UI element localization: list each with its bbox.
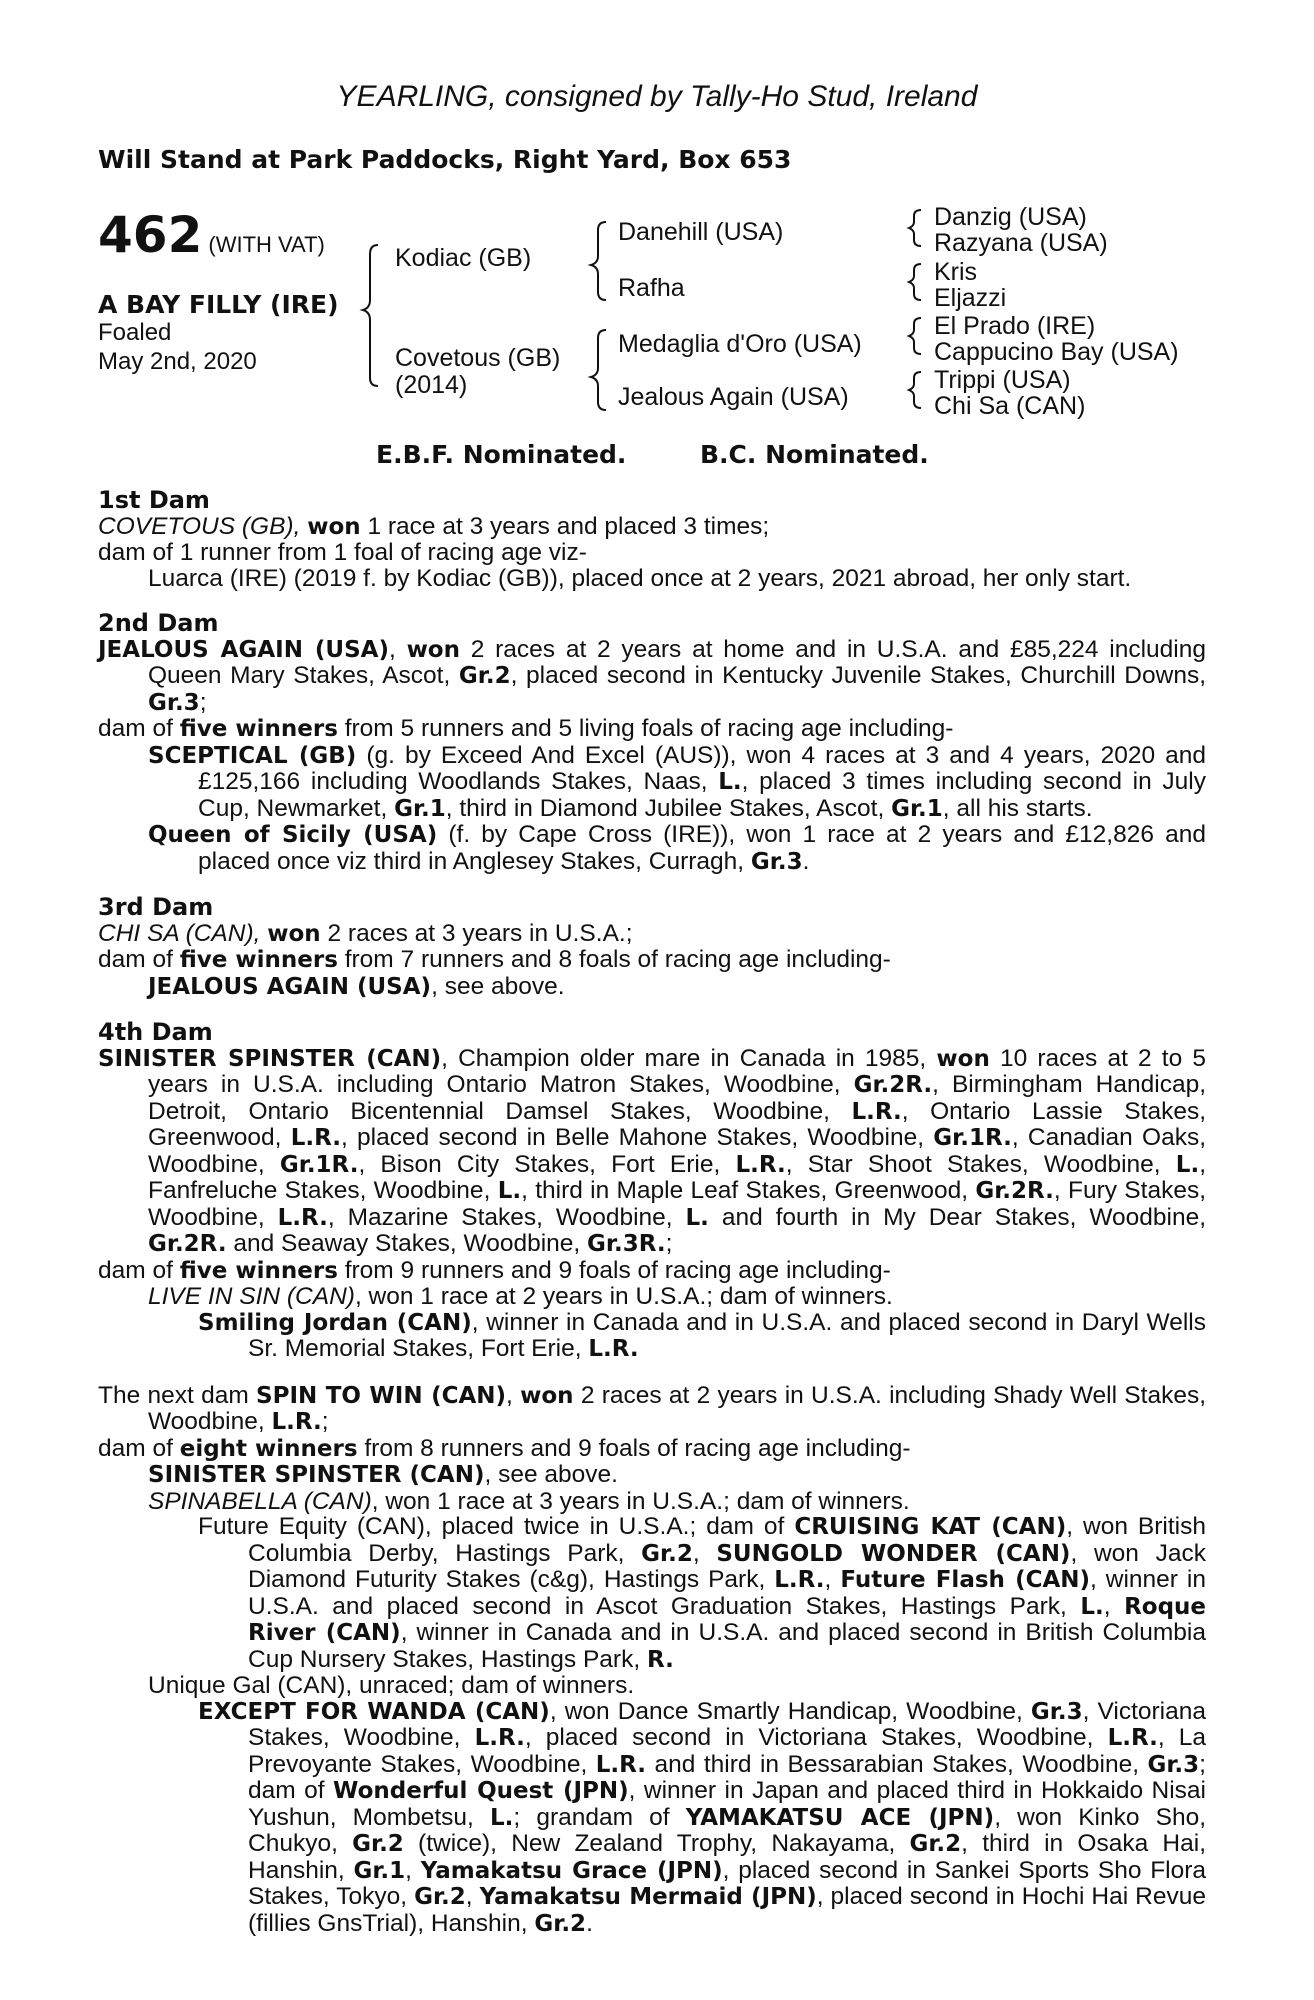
text: , (692, 1539, 700, 1567)
text: dam of (98, 1256, 173, 1284)
progeny-name: SCEPTICAL (GB) (148, 742, 357, 769)
second-dam-section (98, 611, 1206, 875)
progeny-name: LIVE IN SIN (CAN) (148, 1283, 355, 1310)
grade: Gr.2R. (148, 1231, 227, 1257)
brace-gen1 (363, 245, 378, 386)
dam-dam: Jealous Again (USA) (618, 383, 849, 411)
ggp-8: Chi Sa (CAN) (934, 392, 1086, 420)
grade: L.R. (271, 1409, 322, 1435)
grade: Gr.1R. (933, 1125, 1012, 1151)
grade: L.R. (588, 1336, 639, 1362)
text: The next dam (98, 1381, 249, 1409)
progeny-name: JEALOUS AGAIN (USA) (148, 973, 432, 1000)
progeny-spinabella (98, 1489, 1206, 1515)
text: , winner in Japan and placed third in Hokkaido Nisai Yushun, Mombetsu, (248, 1777, 1207, 1831)
text: , Champion older mare in Canada in 1985, (441, 1044, 927, 1072)
text: , Ontario Lassie Stakes, Greenwood, (148, 1097, 1207, 1151)
second-dam-produce (98, 716, 1206, 743)
progeny-future-equity (98, 1514, 1206, 1673)
dam-name: JEALOUS AGAIN (USA) (98, 636, 389, 663)
text: , all his starts. (942, 794, 1093, 822)
won-label: won (406, 636, 460, 663)
foaled-date: May 2nd, 2020 (98, 348, 257, 375)
dam-name: COVETOUS (GB), (98, 512, 301, 540)
winners-count: eight winners (179, 1435, 358, 1462)
winners-count: five winners (179, 1257, 338, 1284)
text: , Fury Stakes, Woodbine, (148, 1177, 1207, 1231)
grade: Gr.3 (1030, 1698, 1083, 1725)
grade: Gr.3 (750, 848, 803, 875)
grade: Gr.2 (534, 1910, 587, 1937)
grade: L.R. (474, 1725, 525, 1751)
text: , Fanfreluche Stakes, Woodbine, (148, 1150, 1207, 1204)
grade: Gr.2R. (853, 1072, 933, 1098)
text: , Star Shoot Stakes, Woodbine, (785, 1150, 1161, 1178)
text: , placed second in Victoriana Stakes, Woodbine, (524, 1724, 1094, 1751)
second-dam-heading: 2nd Dam (98, 609, 219, 637)
grade: Gr.3 (148, 689, 200, 716)
text: , (405, 1856, 412, 1884)
text: , winner in Canada and in U.S.A. and placed second in Daryl Wells Sr. Memorial Stakes, Fort Erie, (248, 1308, 1206, 1362)
grade: L.R. (851, 1098, 902, 1125)
lot-number: 462 (98, 206, 203, 264)
grade: R. (646, 1646, 674, 1673)
text: and Seaway Stakes, Woodbine, (233, 1230, 581, 1257)
bc-nomination: B.C. Nominated. (700, 440, 929, 469)
progeny-name: YAMAKATSU ACE (JPN) (685, 1804, 995, 1831)
progeny-sceptical (98, 743, 1206, 823)
text: (twice), New Zealand Trophy, Nakayama, (418, 1830, 896, 1857)
won-label: won (520, 1382, 574, 1409)
grade: L. (497, 1178, 522, 1204)
grade: L.R. (290, 1125, 341, 1151)
text: , (506, 1381, 513, 1409)
text: , placed second in Belle Mahone Stakes, Woodbine, (341, 1124, 925, 1151)
text: , (824, 1566, 832, 1593)
text: , see above. (484, 1461, 618, 1488)
third-dam-record (98, 921, 1206, 948)
grade: L.R. (277, 1204, 328, 1231)
progeny-name: Yamakatsu Grace (JPN) (420, 1857, 723, 1884)
text: dam of (98, 1434, 173, 1462)
grade: Gr.2 (414, 1884, 466, 1910)
grade: Gr.3 (1147, 1751, 1200, 1778)
text: , won Jack Diamond Futurity Stakes (c&g), Hastings Park, (248, 1539, 1206, 1593)
text: , placed second in Hochi Hai Revue (fillies GnsTrial), Hanshin, (248, 1883, 1207, 1937)
text: , (1103, 1592, 1111, 1620)
progeny-name: Future Flash (CAN) (840, 1567, 1091, 1593)
text: , Mazarine Stakes, Woodbine, (327, 1203, 673, 1231)
won-label: won (936, 1045, 990, 1072)
fourth-dam-produce (98, 1258, 1206, 1285)
grade: Gr.2 (352, 1831, 404, 1857)
text: ; (665, 1230, 673, 1257)
next-dam-record (98, 1383, 1206, 1436)
first-dam-heading: 1st Dam (98, 486, 210, 514)
brace-gen2-top (591, 222, 606, 300)
progeny-name: Roque River (CAN) (248, 1593, 1207, 1646)
text: , (388, 635, 396, 663)
text: and fourth in My Dear Stakes, Woodbine, (721, 1203, 1207, 1231)
text: (f. by Cape Cross (IRE)), won 1 race at 2 years and £12,826 and placed once viz third in Anglesey Stakes, Curragh, (198, 821, 1206, 875)
sire: Kodiac (GB) (395, 244, 532, 272)
consignment-heading: YEARLING, consigned by Tally-Ho Stud, Ireland (336, 80, 978, 113)
text: , third in Osaka Hai, Hanshin, (248, 1830, 1206, 1884)
first-dam-produce: dam of 1 runner from 1 foal of racing age viz- (98, 539, 587, 566)
brace-gen3-2 (909, 264, 921, 300)
won-label: won (307, 513, 361, 540)
progeny-queen-of-sicily (98, 822, 1206, 875)
sire-sire: Danehill (USA) (618, 218, 784, 246)
text: , placed second in Sankei Sports Sho Flora Stakes, Tokyo, (248, 1856, 1207, 1910)
text: , Canadian Oaks, Woodbine, (148, 1124, 1206, 1178)
text: , winner in Canada and in U.S.A. and placed second in British Columbia Cup Nursery Stakes, Hastings Park, (248, 1619, 1206, 1673)
dam-sire: Medaglia d'Oro (USA) (618, 330, 862, 358)
text: ; (321, 1408, 329, 1435)
stand-location: Will Stand at Park Paddocks, Right Yard, Box 653 (98, 145, 792, 174)
next-dam-section (98, 1383, 1206, 1938)
grade: L.R. (774, 1567, 825, 1593)
text: 2 races at 3 years in U.S.A.; (327, 919, 633, 947)
text: , (465, 1883, 473, 1910)
ebf-nomination: E.B.F. Nominated. (376, 440, 627, 469)
text: and third in Bessarabian Stakes, Woodbine, (654, 1750, 1140, 1778)
vat-note: (WITH VAT) (208, 232, 325, 257)
text: dam of (98, 946, 173, 973)
text: Future Equity (CAN), placed twice in U.S.A.; dam of (198, 1513, 785, 1540)
text: (g. by Exceed And Excel (AUS)), won 4 races at 3 and 4 years, 2020 and £125,166 including Woodlands Stakes, Naas, (198, 741, 1206, 795)
text: from 9 runners and 9 foals of racing age including- (344, 1256, 891, 1284)
text: , won British Columbia Derby, Hastings Park, (248, 1513, 1206, 1567)
sire-dam: Rafha (618, 274, 685, 302)
dam-year: (2014) (395, 371, 468, 399)
record-text: 1 race at 3 years and placed 3 times; (367, 512, 770, 540)
grade: L. (718, 769, 742, 795)
text: , third in Diamond Jubilee Stakes, Ascot, (445, 794, 885, 822)
dam-name: SPIN TO WIN (CAN) (256, 1382, 507, 1409)
third-dam-produce (98, 947, 1206, 974)
progeny-name: Wonderful Quest (JPN) (333, 1778, 629, 1804)
text: , see above. (431, 972, 565, 1000)
grade: Gr.2 (641, 1540, 693, 1567)
dam-name: SINISTER SPINSTER (CAN) (98, 1045, 442, 1072)
text: , Victoriana Stakes, Woodbine, (248, 1697, 1206, 1751)
text: dam of (98, 715, 173, 742)
pedigree-notes (98, 488, 1206, 1957)
text: , won 1 race at 3 years in U.S.A.; dam of winners. (371, 1487, 910, 1515)
text: , La Prevoyante Stakes, Woodbine, (248, 1724, 1207, 1778)
text: from 7 runners and 8 foals of racing age including- (344, 946, 891, 973)
text: ; dam of (248, 1750, 1206, 1804)
grade: L. (490, 1804, 514, 1831)
progeny-name: Smiling Jordan (CAN) (198, 1309, 472, 1336)
brace-gen3-1 (909, 210, 921, 246)
grade: L. (685, 1204, 709, 1231)
third-dam-section (98, 895, 1206, 1000)
progeny-jealous-again (98, 974, 1206, 1001)
text: , won Kinko Sho, Chukyo, (248, 1803, 1207, 1857)
progeny-name: CRUISING KAT (CAN) (794, 1514, 1067, 1540)
progeny-sinister-spinster (98, 1462, 1206, 1489)
grade: Gr.1 (394, 795, 446, 822)
text: 2 races at 2 years in U.S.A. including Shady Well Stakes, Woodbine, (148, 1381, 1207, 1435)
grade: Gr.2R. (975, 1178, 1054, 1204)
horse-name: A BAY FILLY (IRE) (98, 290, 339, 319)
grade: Gr.1 (353, 1857, 406, 1884)
brace-gen2-bottom (591, 330, 606, 410)
grade: L. (1080, 1593, 1104, 1620)
ggp-6: Cappucino Bay (USA) (934, 338, 1179, 366)
text: . (802, 847, 810, 875)
grade: Gr.2 (458, 663, 511, 689)
fourth-dam-section (98, 1020, 1206, 1363)
progeny-name: EXCEPT FOR WANDA (CAN) (198, 1698, 550, 1725)
text: , winner in U.S.A. and placed second in Ascot Graduation Stakes, Hastings Park, (248, 1566, 1206, 1620)
text: , won Dance Smartly Handicap, Woodbine, (549, 1697, 1023, 1725)
progeny-name: SINISTER SPINSTER (CAN) (148, 1462, 485, 1488)
text: 10 races at 2 to 5 years in U.S.A. including Ontario Matron Stakes, Woodbine, (148, 1044, 1206, 1098)
progeny-live-in-sin (98, 1284, 1206, 1310)
won-label: won (267, 920, 321, 947)
text: ; (199, 688, 207, 716)
brace-gen3-4 (909, 372, 921, 408)
grade: L.R. (735, 1151, 786, 1178)
text: , Birmingham Handicap, Detroit, Ontario Bicentennial Damsel Stakes, Woodbine, (148, 1071, 1206, 1125)
grade: Gr.3R. (587, 1231, 666, 1257)
second-dam-record (98, 637, 1206, 717)
grade: L.R. (1107, 1725, 1158, 1751)
text: , placed 3 times including second in July Cup, Newmarket, (198, 768, 1206, 822)
text: . (586, 1909, 593, 1937)
next-dam-produce (98, 1436, 1206, 1463)
text: ; grandam of (513, 1803, 670, 1831)
grade: L.R. (595, 1751, 647, 1778)
grade: L. (1175, 1151, 1200, 1178)
foaled-label: Foaled (98, 319, 172, 346)
text: from 8 runners and 9 foals of racing age including- (364, 1434, 911, 1462)
ggp-3: Kris (934, 258, 978, 286)
text: from 5 runners and 5 living foals of racing age including- (344, 715, 954, 742)
third-dam-heading: 3rd Dam (98, 893, 214, 921)
grade: Gr.1R. (279, 1151, 359, 1178)
progeny-name: Yamakatsu Mermaid (JPN) (479, 1884, 817, 1910)
first-dam-record (98, 514, 1206, 541)
ggp-4: Eljazzi (934, 284, 1007, 312)
winners-count: five winners (179, 947, 338, 973)
progeny-smiling-jordan (98, 1310, 1206, 1363)
grade: Gr.2 (909, 1831, 962, 1857)
winners-count: five winners (179, 716, 338, 742)
ggp-2: Razyana (USA) (934, 229, 1108, 257)
grade: Gr.1 (891, 795, 943, 822)
ggp-1: Danzig (USA) (934, 203, 1087, 231)
ggp-7: Trippi (USA) (934, 366, 1071, 394)
dam: Covetous (GB) (395, 344, 561, 372)
brace-gen3-3 (909, 318, 921, 354)
progeny-except-for-wanda (98, 1699, 1206, 1938)
progeny-unique-gal: Unique Gal (CAN), unraced; dam of winners. (148, 1672, 635, 1699)
progeny-name: SUNGOLD WONDER (CAN) (716, 1540, 1071, 1567)
first-dam-foal: Luarca (IRE) (2019 f. by Kodiac (GB)), placed once at 2 years, 2021 abroad, her only start. (148, 564, 1132, 592)
text: , placed second in Kentucky Juvenile Stakes, Churchill Downs, (510, 662, 1207, 689)
text: 2 races at 2 years at home and in U.S.A. and £85,224 including Queen Mary Stakes, Ascot, (148, 635, 1206, 689)
text: , won 1 race at 2 years in U.S.A.; dam of winners. (354, 1283, 893, 1310)
text: , Bison City Stakes, Fort Erie, (358, 1150, 721, 1178)
dam-name: CHI SA (CAN), (98, 919, 261, 947)
ggp-5: El Prado (IRE) (934, 312, 1096, 340)
fourth-dam-record (98, 1046, 1206, 1258)
fourth-dam-heading: 4th Dam (98, 1018, 213, 1046)
progeny-name: SPINABELLA (CAN) (148, 1487, 372, 1515)
text: , third in Maple Leaf Stakes, Greenwood, (521, 1177, 969, 1204)
progeny-name: Queen of Sicily (USA) (148, 822, 438, 848)
first-dam-section (98, 488, 1206, 591)
